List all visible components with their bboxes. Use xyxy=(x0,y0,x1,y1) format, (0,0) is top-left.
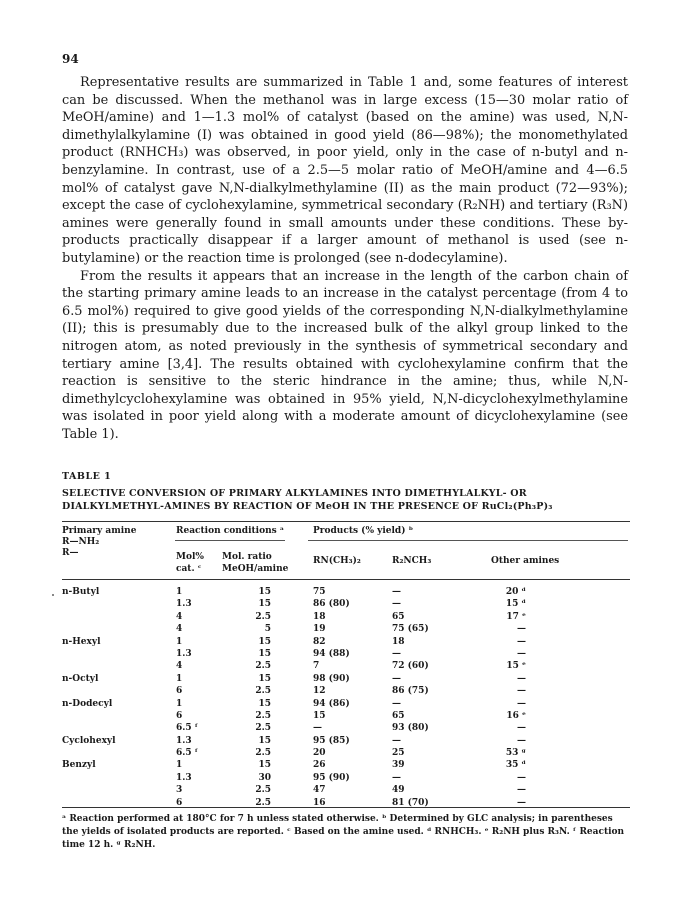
paragraph-1: Representative results are summarized in Table 1 and, some features of interest can be discussed. When the methanol was in large excess (15—30 molar ratio of MeOH/amine) and 1—1.3 mol% of catalyst (based on the amine) was used, N,N-dimethylalkylamine (I) was obtained in good yield (86—98%); the monomethylated product (RNHCH₃) was observed, in poor yield, only in the case of n-butyl and n-benzylamine. In contrast, use of a 2.5—5 molar ratio of MeOH/amine and 4—6.5 mol% of catalyst gave N,N-dialkylmethylamine (II) as the main product (72—93%); except the case of cyclohexylamine, symmetrical secondary (R₂NH) and tertiary (R₃N) amines were generally found in small amounts under these conditions. These by-products practically disappear if a larger amount of methanol is used (see n-butylamine) or the reaction time is prolonged (see n-dodecylamine). xyxy=(62,75,628,266)
cell-ratio: 15 xyxy=(258,760,271,771)
cell-other: 17 ᵉ xyxy=(506,611,526,622)
cell-ratio: 15 xyxy=(258,735,271,746)
cell-mol: 6 xyxy=(176,710,183,721)
cell-other: 35 ᵈ xyxy=(505,760,526,771)
cell-mol: 1 xyxy=(176,698,183,709)
cell-mol: 1.3 xyxy=(176,599,192,610)
cell-rn: 26 xyxy=(313,760,326,771)
header-mol-pct: Mol% xyxy=(176,552,204,562)
cell-ratio: 2.5 xyxy=(255,723,271,734)
cell-amine: n-Hexyl xyxy=(62,636,101,647)
cell-ratio: 2.5 xyxy=(255,661,271,672)
cell-r2n: — xyxy=(392,587,401,597)
cell-ratio: 2.5 xyxy=(255,611,271,622)
cell-rn: 47 xyxy=(313,785,326,796)
cell-other: 15 ᵉ xyxy=(506,661,526,672)
cell-rn: 95 (90) xyxy=(313,772,350,783)
cell-ratio: 15 xyxy=(258,599,271,610)
conditions-rule xyxy=(175,540,285,541)
cell-rn: 7 xyxy=(313,661,320,672)
table-row xyxy=(62,798,630,810)
table-row xyxy=(62,699,630,711)
cell-rn: 15 xyxy=(313,710,326,721)
cell-r2n: 93 (80) xyxy=(392,723,429,734)
cell-ratio: 15 xyxy=(258,636,271,647)
table-row xyxy=(62,637,630,649)
cell-ratio: 5 xyxy=(264,624,271,635)
cell-other: 20 ᵈ xyxy=(505,587,526,597)
header-reaction-conditions: Reaction conditions ᵃ xyxy=(176,526,285,536)
cell-amine: n-Octyl xyxy=(62,673,99,684)
table-row xyxy=(62,599,630,611)
table-row xyxy=(62,686,630,698)
cell-mol: 6 xyxy=(176,797,183,808)
cell-mol: 1 xyxy=(176,587,183,597)
header-mol-ratio: Mol. ratio xyxy=(222,552,272,562)
table-row xyxy=(62,773,630,785)
cell-other: — xyxy=(517,797,526,808)
table-footnotes: ᵃ Reaction performed at 180°C for 7 h unless stated otherwise. ᵇ Determined by GLC analysis; in parentheses the yields of isolated products are reported. ᶜ Based on the amine used. ᵈ RNHCH₃. ᵉ R₂NH plus R₃N. ᶠ Reaction time 12 h. ᵍ R₂NH. xyxy=(62,814,625,850)
cell-ratio: 30 xyxy=(258,772,271,783)
cell-other: — xyxy=(517,673,526,684)
cell-rn: 94 (86) xyxy=(313,698,350,709)
cell-ratio: 2.5 xyxy=(255,797,271,808)
cell-r2n: 39 xyxy=(392,760,405,771)
cell-ratio: 15 xyxy=(258,587,271,597)
cell-other: — xyxy=(517,648,526,659)
cell-rn: 12 xyxy=(313,686,326,697)
cell-mol: 3 xyxy=(176,785,183,796)
cell-other: — xyxy=(517,624,526,635)
cell-mol: 6.5 ᶠ xyxy=(176,748,199,759)
table-row xyxy=(62,760,630,772)
table-top-rule xyxy=(62,521,630,522)
cell-rn: 18 xyxy=(313,611,326,622)
header-rn: RN(CH₃)₂ xyxy=(313,556,361,566)
cell-r2n: 49 xyxy=(392,785,405,796)
cell-other: 15 ᵈ xyxy=(505,599,526,610)
cell-other: — xyxy=(517,686,526,697)
products-rule xyxy=(308,540,628,541)
table-row xyxy=(62,649,630,661)
cell-other: 16 ᵉ xyxy=(506,710,526,721)
cell-r2n: 18 xyxy=(392,636,405,647)
cell-r2n: 86 (75) xyxy=(392,686,429,697)
cell-other: 53 ᵍ xyxy=(505,748,526,759)
table-label: TABLE 1 xyxy=(62,471,112,482)
cell-rn: 95 (85) xyxy=(313,735,350,746)
cell-r2n: — xyxy=(392,698,401,709)
cell-other: — xyxy=(517,723,526,734)
cell-amine: Cyclohexyl xyxy=(62,735,116,746)
cell-mol: 1 xyxy=(176,760,183,771)
cell-r2n: — xyxy=(392,772,401,783)
cell-r2n: 75 (65) xyxy=(392,624,429,635)
header-rule xyxy=(62,579,630,580)
cell-r2n: — xyxy=(392,648,401,659)
cell-rn: 94 (88) xyxy=(313,648,350,659)
cell-other: — xyxy=(517,698,526,709)
header-meoh-amine: MeOH/amine xyxy=(222,564,289,574)
cell-ratio: 2.5 xyxy=(255,710,271,721)
cell-r2n: — xyxy=(392,673,401,684)
cell-amine: n-Butyl xyxy=(62,587,100,597)
header-r: R— xyxy=(62,548,79,558)
table-row xyxy=(62,748,630,760)
cell-mol: 4 xyxy=(176,611,183,622)
cell-rn: 98 (90) xyxy=(313,673,350,684)
table-row xyxy=(62,785,630,797)
cell-r2n: 65 xyxy=(392,710,405,721)
table-body xyxy=(62,587,630,810)
cell-r2n: 72 (60) xyxy=(392,661,429,672)
cell-ratio: 15 xyxy=(258,673,271,684)
cell-r2n: 25 xyxy=(392,748,405,759)
cell-mol: 1 xyxy=(176,673,183,684)
table-bottom-rule xyxy=(62,807,630,808)
header-primary-amine: Primary amine xyxy=(62,526,137,536)
table-row xyxy=(62,587,630,599)
table-row xyxy=(62,736,630,748)
cell-mol: 6 xyxy=(176,686,183,697)
cell-other: — xyxy=(517,636,526,647)
table-row xyxy=(62,711,630,723)
cell-mol: 1.3 xyxy=(176,772,192,783)
header-r2n: R₂NCH₃ xyxy=(392,556,432,566)
header-r-nh2: R—NH₂ xyxy=(62,537,100,547)
cell-rn: 20 xyxy=(313,748,326,759)
header-cat: cat. ᶜ xyxy=(176,564,202,574)
paragraph-2: From the results it appears that an increase in the length of the carbon chain of the starting primary amine leads to an increase in the catalyst percentage (from 4 to 6.5 mol%) required to give good yields of the corresponding N,N-dialkylmethylamine (II); this is presumably due to the increased bulk of the alkyl group linked to the nitrogen atom, as noted previously in the synthesis of symmetrical secondary and tertiary amine [3,4]. The results obtained with cyclohexylamine confirm that the reaction is sensitive to the steric hindrance in the amine; thus, while N,N-dimethylcyclohexylamine was obtained in 95% yield, N,N-dicyclohexylmethylamine was isolated in poor yield along with a moderate amount of dicyclohexylamine (see Table 1). xyxy=(62,268,628,442)
cell-r2n: 81 (70) xyxy=(392,797,429,808)
cell-amine: Benzyl xyxy=(62,760,96,771)
table-caption: SELECTIVE CONVERSION OF PRIMARY ALKYLAMINES INTO DIMETHYLALKYL- OR DIALKYLMETHYL-AMINES BY REACTION OF MeOH IN THE PRESENCE OF RuCl₂(Ph₃P)₃ xyxy=(62,488,553,512)
cell-ratio: 15 xyxy=(258,648,271,659)
header-products: Products (% yield) ᵇ xyxy=(313,526,414,536)
cell-r2n: — xyxy=(392,735,401,746)
cell-rn: 82 xyxy=(313,636,326,647)
cell-r2n: — xyxy=(392,599,401,610)
page-number: 94 xyxy=(62,52,79,66)
cell-ratio: 15 xyxy=(258,698,271,709)
cell-rn: 75 xyxy=(313,587,326,597)
header-other: Other amines xyxy=(491,556,560,566)
cell-other: — xyxy=(517,785,526,796)
cell-rn: 16 xyxy=(313,797,326,808)
table-row xyxy=(62,674,630,686)
table-row xyxy=(62,612,630,624)
cell-mol: 1.3 xyxy=(176,648,192,659)
cell-ratio: 2.5 xyxy=(255,785,271,796)
cell-ratio: 2.5 xyxy=(255,748,271,759)
cell-mol: 1.3 xyxy=(176,735,192,746)
cell-rn: 86 (80) xyxy=(313,599,350,610)
cell-ratio: 2.5 xyxy=(255,686,271,697)
table-row xyxy=(62,661,630,673)
cell-rn: 19 xyxy=(313,624,326,635)
cell-mol: 4 xyxy=(176,661,183,672)
cell-other: — xyxy=(517,772,526,783)
cell-amine: n-Dodecyl xyxy=(62,698,113,709)
cell-mol: 4 xyxy=(176,624,183,635)
table-row xyxy=(62,624,630,636)
cell-r2n: 65 xyxy=(392,611,405,622)
table-row xyxy=(62,723,630,735)
body-text xyxy=(62,74,628,443)
cell-rn: — xyxy=(313,723,322,734)
margin-mark xyxy=(52,594,54,596)
cell-mol: 1 xyxy=(176,636,183,647)
cell-mol: 6.5 ᶠ xyxy=(176,723,199,734)
cell-other: — xyxy=(517,735,526,746)
